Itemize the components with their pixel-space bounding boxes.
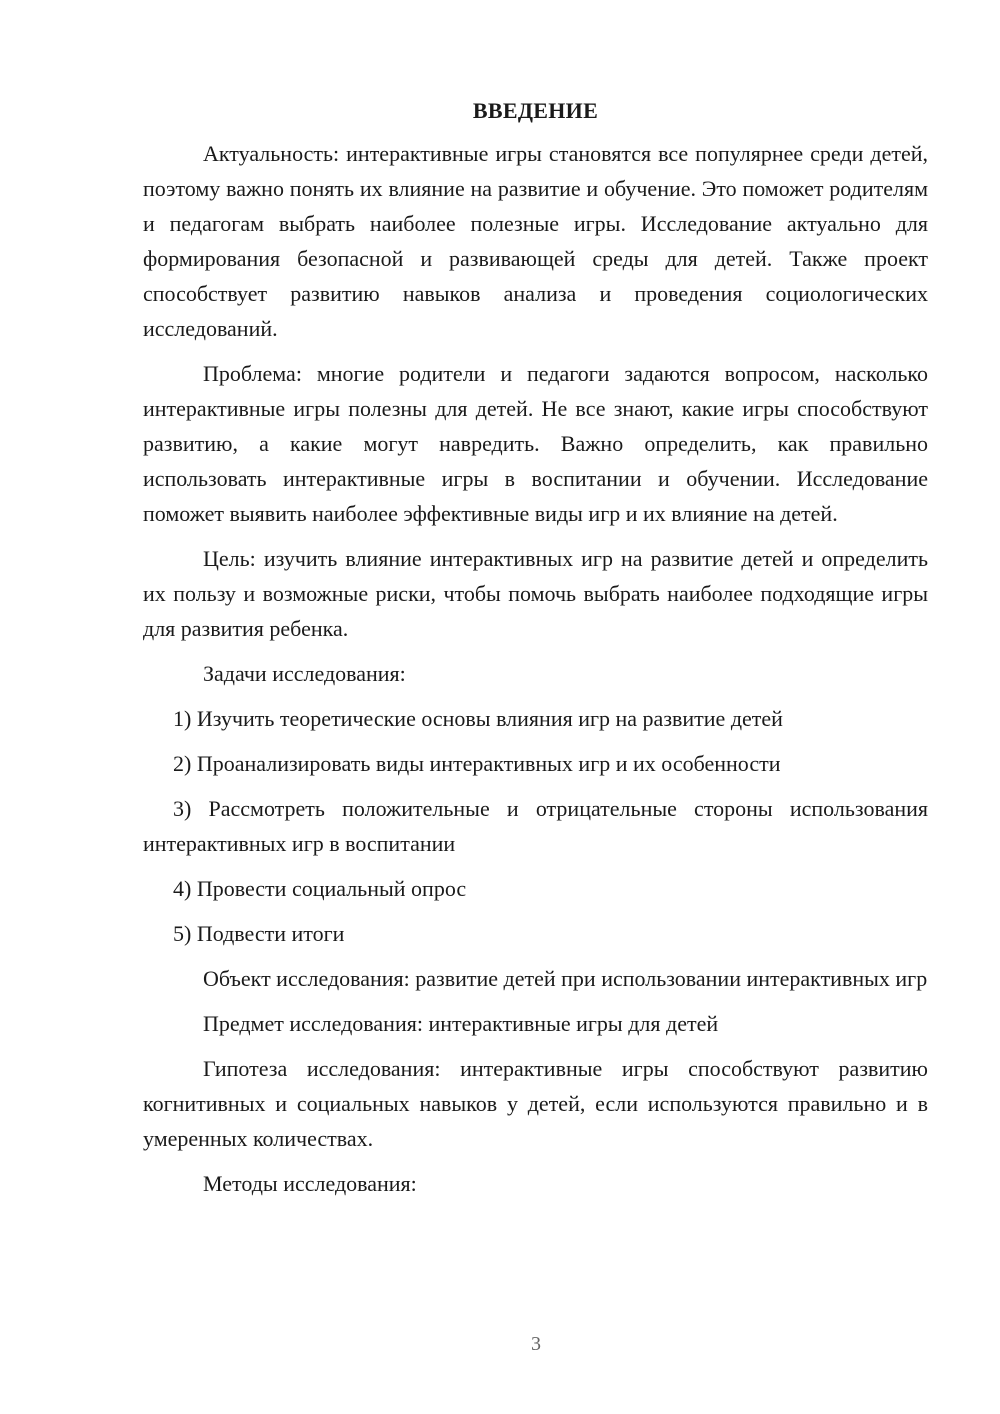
task-item: 5) Подвести итоги [173, 921, 345, 946]
document-page [143, 96, 928, 1211]
task-item: 2) Проанализировать виды интерактивных игр и их особенности [173, 751, 781, 776]
relevance-paragraph: Актуальность: интерактивные игры становятся все популярнее среди детей, поэтому важно понять их влияние на развитие и обучение. Это поможет родителям и педагогам выбрать наиболее полезные игры. Исследование актуально для формирования безопасной и развивающей среды для детей. Также проект способствует развитию навыков анализа и проведения социологических исследований. [143, 141, 928, 341]
task-item: 1) Изучить теоретические основы влияния игр на развитие детей [173, 706, 783, 731]
tasks-heading: Задачи исследования: [203, 661, 406, 686]
hypothesis-paragraph: Гипотеза исследования: интерактивные игры способствуют развитию когнитивных и социальных навыков у детей, если используются правильно и в умеренных количествах. [143, 1056, 928, 1151]
task-item: 4) Провести социальный опрос [173, 876, 467, 901]
section-heading: ВВЕДЕНИЕ [472, 98, 599, 123]
page-number: 3 [531, 1333, 541, 1355]
task-item: 3) Рассмотреть положительные и отрицательные стороны использования интерактивных игр в воспитании [143, 796, 928, 856]
methods-heading: Методы исследования: [203, 1171, 417, 1196]
problem-paragraph: Проблема: многие родители и педагоги задаются вопросом, насколько интерактивные игры полезны для детей. Не все знают, какие игры способствуют развитию, а какие могут навредить. Важно определить, как правильно использовать интерактивные игры в воспитании и обучении. Исследование поможет выявить наиболее эффективные виды игр и их влияние на детей. [143, 361, 928, 526]
goal-paragraph: Цель: изучить влияние интерактивных игр на развитие детей и определить их пользу и возможные риски, чтобы помочь выбрать наиболее подходящие игры для развития ребенка. [143, 546, 928, 641]
subject-paragraph: Предмет исследования: интерактивные игры для детей [203, 1011, 719, 1036]
object-paragraph: Объект исследования: развитие детей при использовании интерактивных игр [203, 966, 928, 991]
